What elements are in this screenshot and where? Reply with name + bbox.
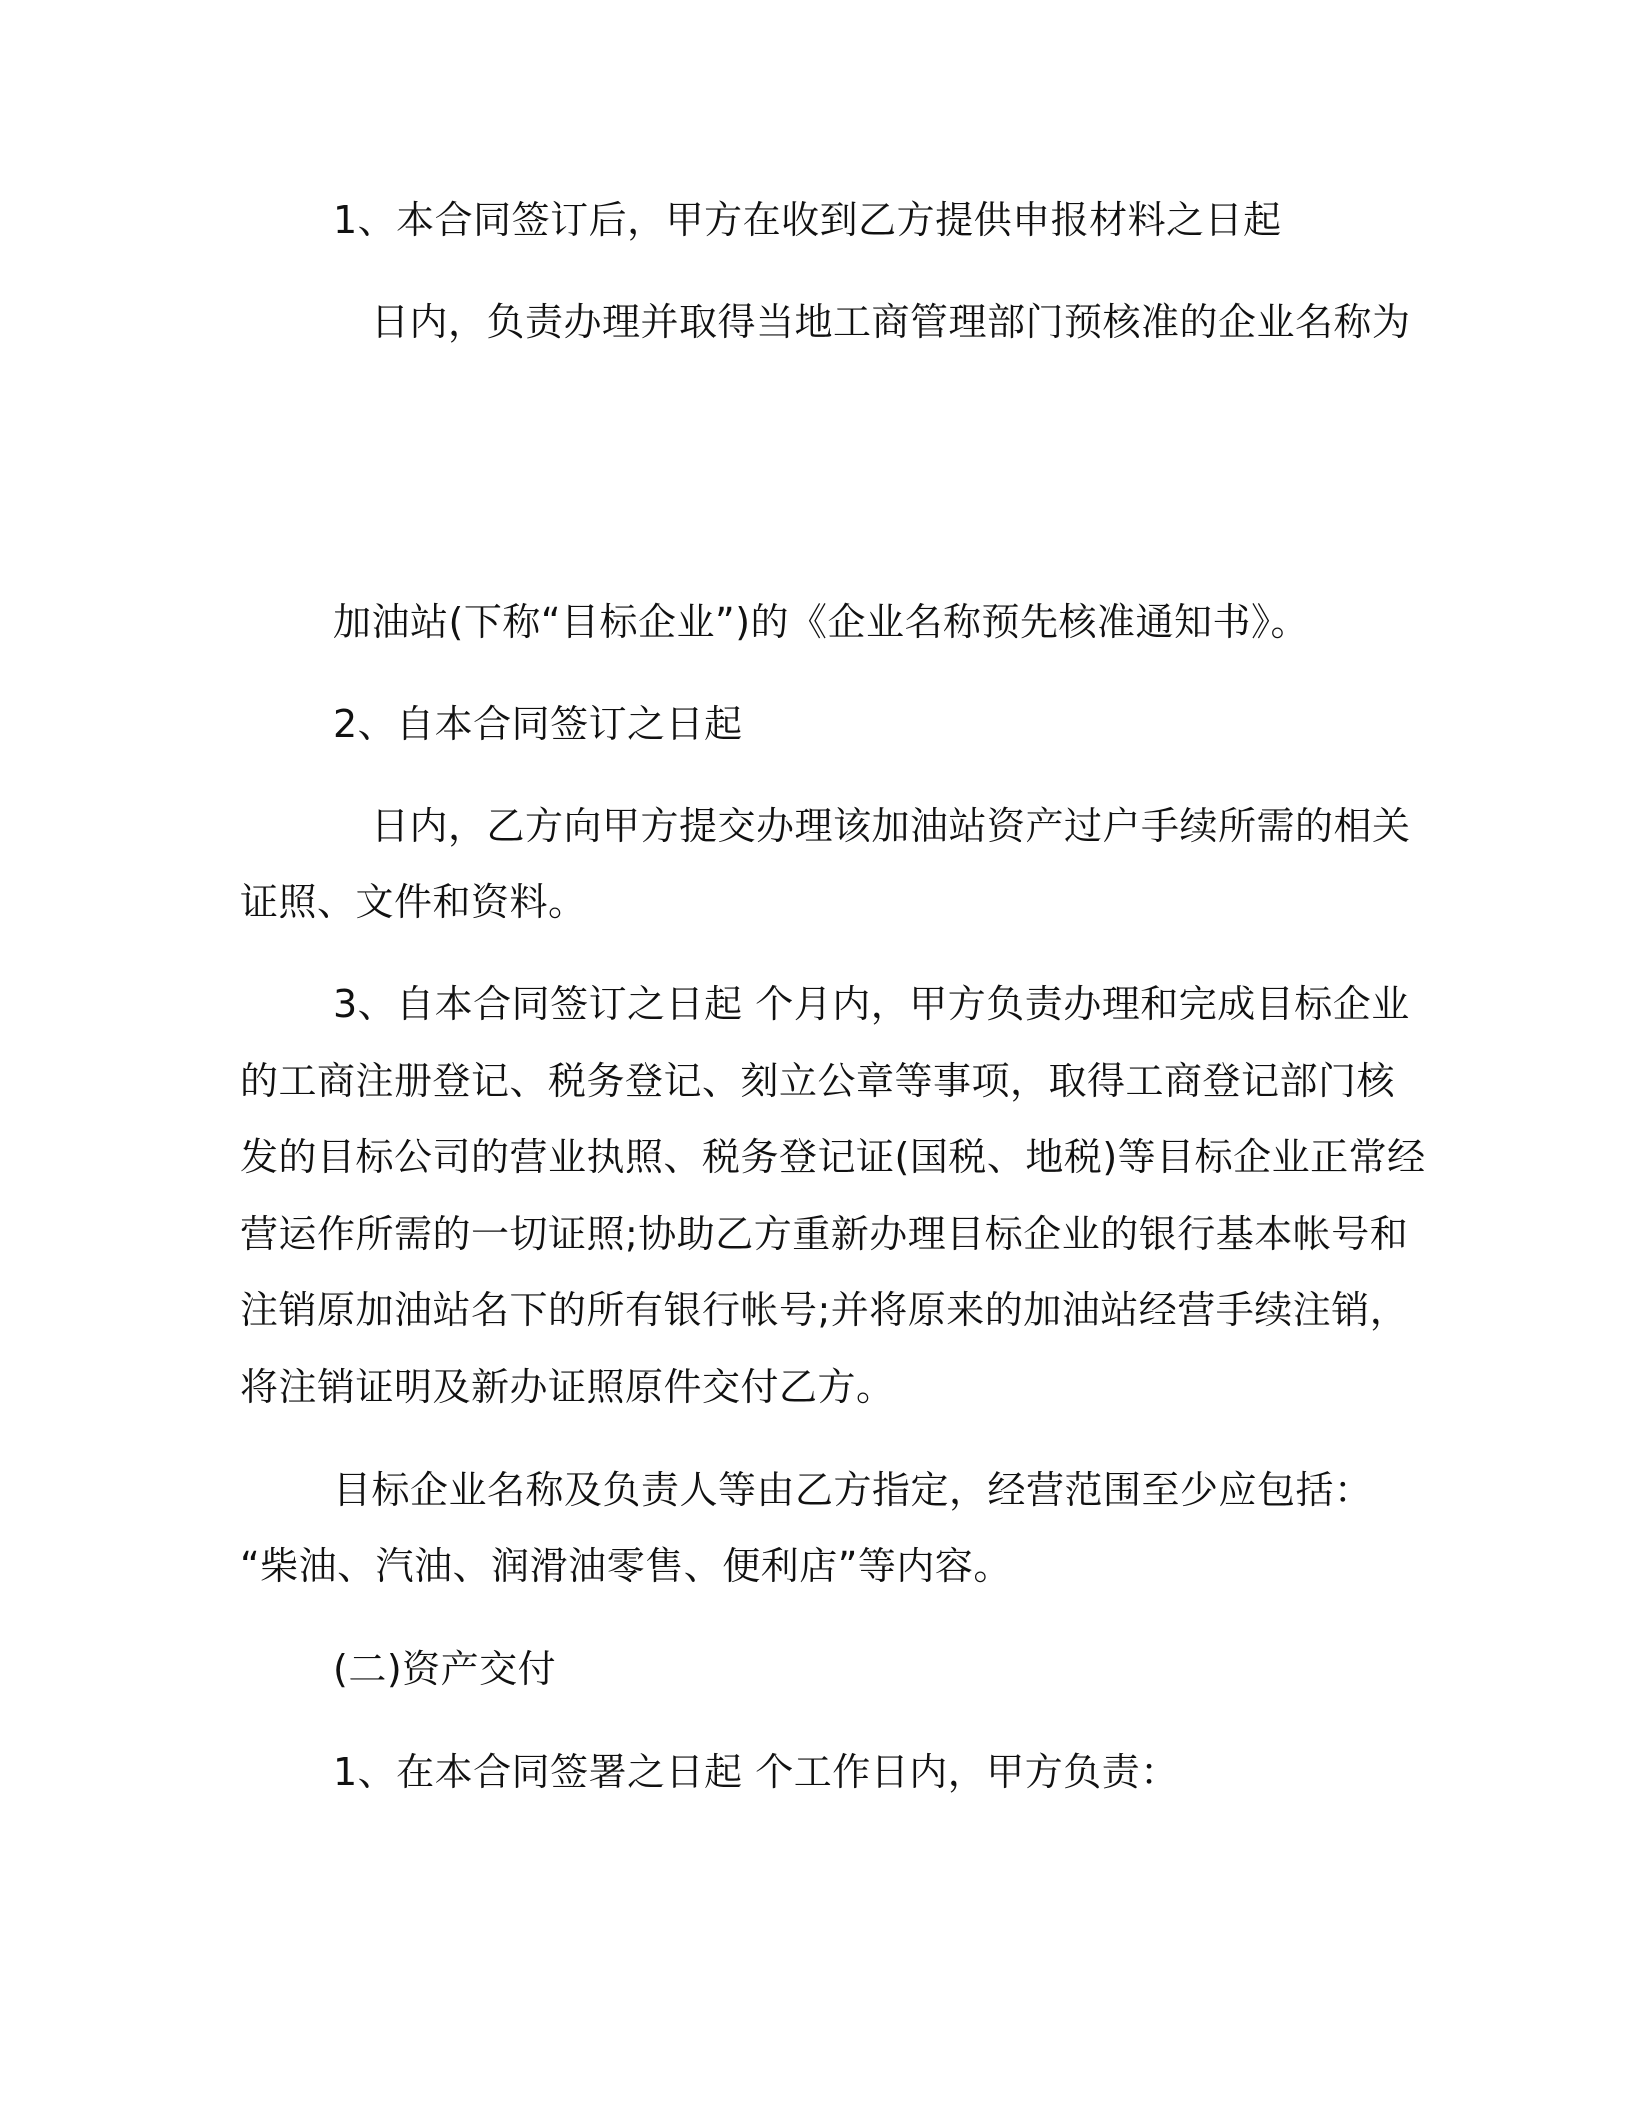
clause-3-line-2: 的工商注册登记、税务登记、刻立公章等事项，取得工商登记部门核 (240, 1059, 1396, 1103)
clause-2-line-3: 证照、文件和资料。 (240, 880, 587, 924)
clause-1-line-2: 日内，负责办理并取得当地工商管理部门预核准的企业名称为 (371, 300, 1411, 344)
clause-3-line-6: 将注销证明及新办证照原件交付乙方。 (240, 1365, 895, 1409)
clause-1-line-1: 1、本合同签订后，甲方在收到乙方提供申报材料之日起 (333, 198, 1282, 242)
clause-3-line-1: 3、自本合同签订之日起 个月内，甲方负责办理和完成目标企业 (333, 982, 1410, 1026)
clause-3-line-3: 发的目标公司的营业执照、税务登记证(国税、地税)等目标企业正常经 (240, 1135, 1426, 1179)
clause-2-line-2: 日内，乙方向甲方提交办理该加油站资产过户手续所需的相关 (371, 804, 1411, 848)
clause-3-line-4: 营运作所需的一切证照;协助乙方重新办理目标企业的银行基本帐号和 (240, 1212, 1409, 1256)
delivery-clause-1: 1、在本合同签署之日起 个工作日内，甲方负责： (333, 1750, 1179, 1794)
clause-1-line-3: 加油站(下称“目标企业”)的《企业名称预先核准通知书》。 (333, 600, 1310, 644)
clause-2-line-1: 2、自本合同签订之日起 (333, 702, 743, 746)
scope-line-2: “柴油、汽油、润滑油零售、便利店”等内容。 (240, 1544, 1012, 1588)
section-heading-asset-delivery: (二)资产交付 (333, 1647, 557, 1691)
clause-3-line-5: 注销原加油站名下的所有银行帐号;并将原来的加油站经营手续注销， (240, 1288, 1409, 1332)
scope-line-1: 目标企业名称及负责人等由乙方指定，经营范围至少应包括： (333, 1468, 1373, 1512)
